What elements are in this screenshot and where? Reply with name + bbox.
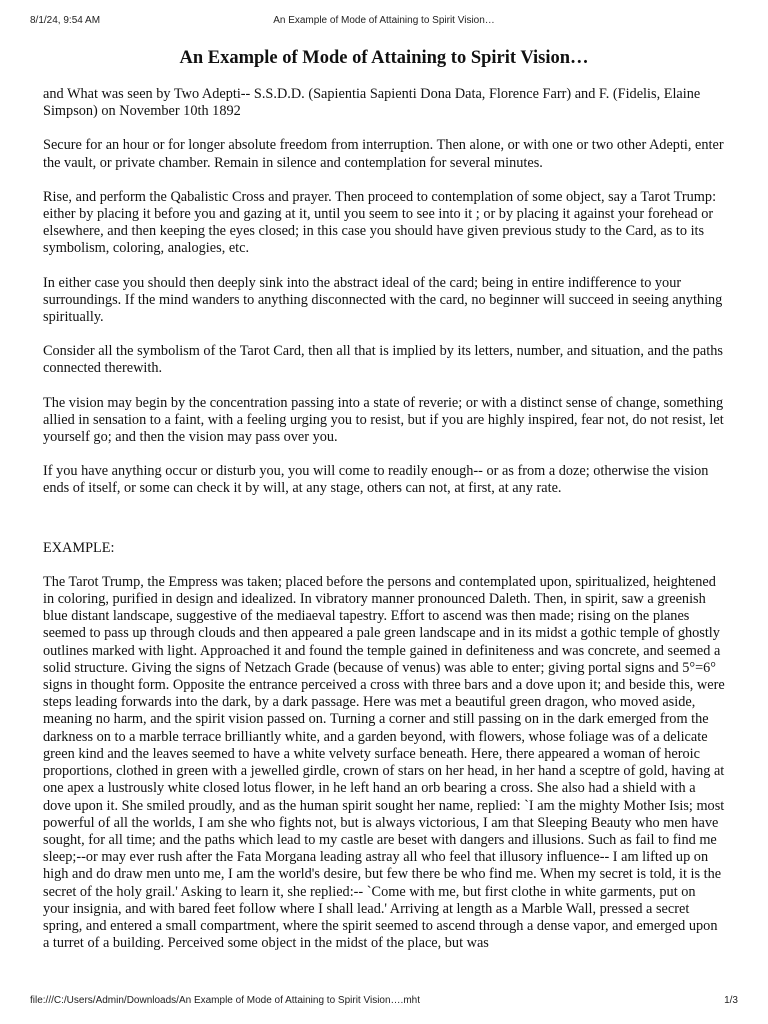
print-page-title: An Example of Mode of Attaining to Spirit Vision… <box>273 15 495 26</box>
document-body <box>43 40 725 969</box>
instruction-paragraph: Consider all the symbolism of the Tarot Card, then all that is implied by its letters, number, and situation, and the paths connected therewith. <box>43 343 723 377</box>
document-title: An Example of Mode of Attaining to Spirit Vision… <box>179 48 589 68</box>
example-heading: EXAMPLE: <box>43 539 115 556</box>
instruction-paragraph: In either case you should then deeply sink into the abstract ideal of the card; being in entire indifference to your surroundings. If the mind wanders to anything disconnected with the card, no beginner will succeed in seeing anything spiritually. <box>43 274 723 326</box>
example-paragraph: The Tarot Trump, the Empress was taken; placed before the persons and contemplated upon, spiritualized, heightened in coloring, purified in design and idealized. In vibratory manner pronounced Daleth. Then, in spirit, saw a greenish blue distant landscape, suggestive of the mediaeval tapestry. Effort to ascend was then made; rising on the planes seemed to pass up through clouds and then appeared a pale green landscape and in its midst a gothic temple of ghostly outlines marked with light. Approached it and found the temple gained in definiteness and was concrete, and seemed a solid structure. Giving the signs of Netzach Grade (because of venus) was able to enter; giving portal signs and 5°=6° signs in thought form. Opposite the entrance perceived a cross with three bars and a dove upon it; and beside this, were steps leading forwards into the dark, by a dark passage. Here was met a beautiful green dragon, who moved aside, meaning no harm, and the spirit vision passed on. Turning a corner and still passing on in the dark emerged from the darkness on to a marble terrace brilliantly white, and a garden beyond, with flowers, whose foliage was of a delicate green kind and the leaves seemed to have a white velvety surface beneath. Here, there appeared a woman of heroic proportions, clothed in green with a jewelled girdle, crown of stars on her head, in her hand a sceptre of gold, having at one apex a lustrously white closed lotus flower, in he left hand an orb bearing a cross. She also had a shield with a dove upon it. She smiled proudly, and as the human spirit sought her name, replied: `I am the mighty Mother Isis; most powerful of all the worlds, I am she who fights not, but is always victorious, I am that Sleeping Beauty who men have sought, for all time; and the paths which lead to my castle are beset with dangers and illusions. Such as fail to find me sleep;--or may ever rush after the Fata Morgana leading astray all who feel that illusory influence-- I am lifted up on high and do draw men unto me, I am the world's desire, but few there be who find me. When my secret is told, it is the secret of the holy grail.' Asking to learn it, she replied:-- `Come with me, but first clothe in white garments, put on your insignia, and with bared feet follow where I shall lead.' Arriving at length as a Marble Wall, pressed a secret spring, and entered a small compartment, where the spirit seemed to ascend through a dense vapor, and emerged upon a turret of a building. Perceived some object in the midst of the place, but was <box>43 573 725 952</box>
print-header <box>30 15 738 29</box>
print-datetime: 8/1/24, 9:54 AM <box>30 15 101 26</box>
print-footer <box>30 995 738 1009</box>
instruction-paragraph: If you have anything occur or disturb you, you will come to readily enough-- or as from a doze; otherwise the vision ends of itself, or some can check it by will, at any stage, others can not, at first, at any rate. <box>43 463 709 497</box>
instruction-paragraph: Secure for an hour or for longer absolute freedom from interruption. Then alone, or with one or two other Adepti, enter the vault, or private chamber. Remain in silence and contemplation for several minutes. <box>43 137 724 171</box>
instruction-paragraph: Rise, and perform the Qabalistic Cross and prayer. Then proceed to contemplation of some object, say a Tarot Trump: either by placing it before you and gazing at it, until you seem to see into it ; or by placing it against your forehead or elsewhere, and then keeping the eyes closed; in this case you should have given previous study to the Card, as to its symbolism, coloring, analogies, etc. <box>43 188 717 257</box>
print-file-path: file:///C:/Users/Admin/Downloads/An Example of Mode of Attaining to Spirit Vision….mht <box>30 995 420 1006</box>
instruction-paragraph: The vision may begin by the concentration passing into a state of reverie; or with a distinct sense of change, something allied in sensation to a faint, with a feeling urging you to resist, but if you are highly inspired, fear not, do not resist, let yourself go; and then the vision may pass over you. <box>43 394 724 446</box>
subtitle-paragraph: and What was seen by Two Adepti-- S.S.D.D. (Sapientia Sapienti Dona Data, Florence Farr) and F. (Fidelis, Elaine Simpson) on November 10th 1892 <box>43 86 701 120</box>
print-page-number: 1/3 <box>724 995 738 1006</box>
